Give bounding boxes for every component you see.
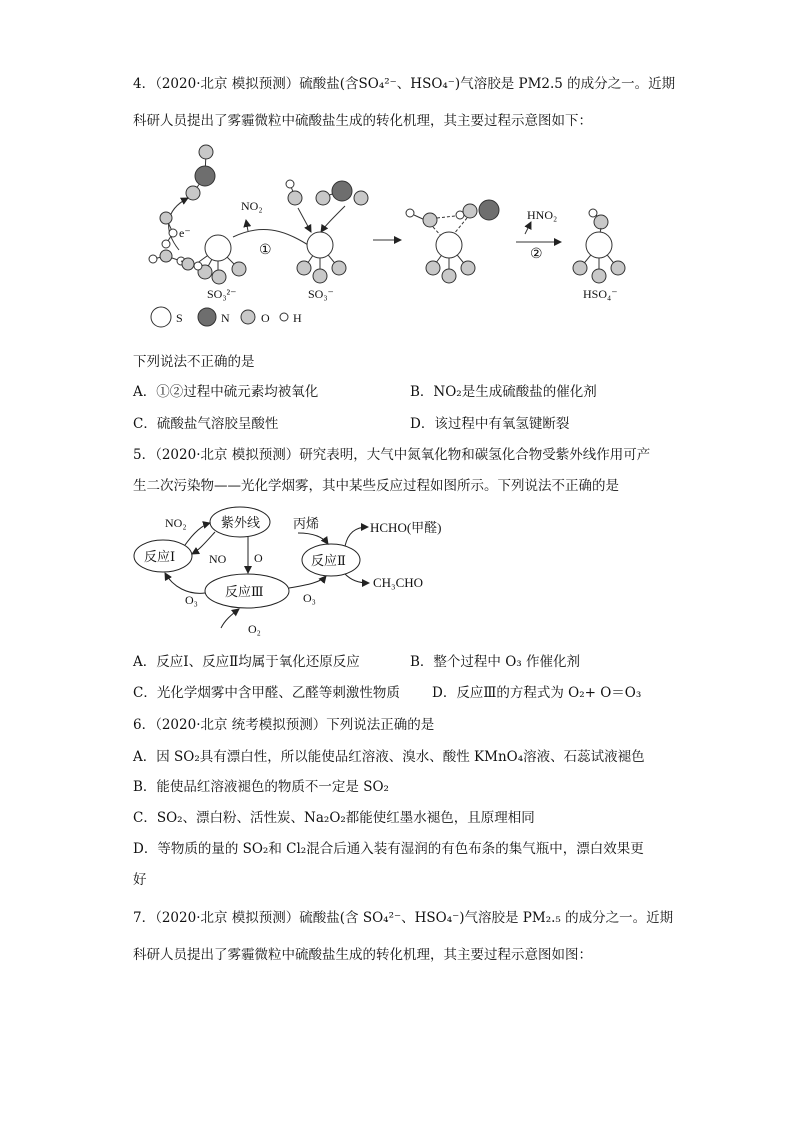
no-label: NO xyxy=(209,552,227,566)
n-atom xyxy=(332,181,352,201)
legend-s-label: S xyxy=(176,311,183,325)
q4-line1: 4．（2020·北京 模拟预测）硫酸盐(含SO₄²⁻、HSO₄⁻)气溶胶是 PM2.5 的成分之一。近期 xyxy=(133,76,676,92)
o-atom xyxy=(461,261,475,275)
so3-minus-label: SO₃⁻ xyxy=(308,287,334,301)
legend-o-label: O xyxy=(261,311,270,325)
o-atom xyxy=(160,212,172,224)
q4-stem: 下列说法不正确的是 xyxy=(133,354,255,370)
q6-option-c: C．SO₂、漂白粉、活性炭、Na₂O₂都能使红墨水褪色，且原理相同 xyxy=(133,810,535,826)
o-atom xyxy=(426,261,440,275)
o-atom xyxy=(463,204,477,218)
hno2-label: HNO₂ xyxy=(527,208,558,222)
no2-label: NO₂ xyxy=(165,516,187,530)
o-label: O xyxy=(254,551,263,565)
reaction-3-label: 反应Ⅲ xyxy=(225,584,264,599)
q6-line1: 6．（2020·北京 统考模拟预测）下列说法正确的是 xyxy=(133,717,435,733)
q4-mechanism-diagram xyxy=(133,140,653,335)
o-atom xyxy=(423,213,437,227)
o3-left-label: O₃ xyxy=(185,593,198,607)
o-atom xyxy=(442,269,456,283)
q6-option-d-line2: 好 xyxy=(133,872,147,888)
o2-label: O₂ xyxy=(248,622,261,636)
o-atom xyxy=(297,261,311,275)
o-atom xyxy=(212,270,226,284)
o-atom xyxy=(594,215,608,229)
n-atom xyxy=(479,200,499,220)
n-atom xyxy=(195,166,215,186)
s-atom xyxy=(205,235,231,261)
legend-n-label: N xyxy=(221,311,230,325)
h-atom xyxy=(589,209,597,217)
q4-option-a: A．①②过程中硫元素均被氧化 xyxy=(133,384,319,400)
q5-option-b: B．整个过程中 O₃ 作催化剂 xyxy=(410,654,580,670)
step1-label: ① xyxy=(259,243,272,258)
h-atom xyxy=(162,240,170,248)
q5-option-c: C．光化学烟雾中含甲醛、乙醛等刺激性物质 xyxy=(133,685,400,701)
legend-n-atom xyxy=(198,308,216,326)
reaction-2-label: 反应Ⅱ xyxy=(311,553,346,568)
o-atom xyxy=(160,250,172,262)
q6-option-b: B．能使品红溶液褪色的物质不一定是 SO₂ xyxy=(133,779,389,795)
q4-line2: 科研人员提出了雾霾微粒中硫酸盐生成的转化机理，其主要过程示意图如下： xyxy=(133,113,592,129)
q5-option-d: D．反应Ⅲ的方程式为 O₂+ O＝O₃ xyxy=(432,685,642,701)
legend-s-atom xyxy=(151,307,171,327)
o-atom xyxy=(232,262,246,276)
o-atom xyxy=(288,191,302,205)
o-atom xyxy=(316,191,330,205)
o-atom xyxy=(182,258,194,270)
s-atom xyxy=(307,232,333,258)
hso4-minus-label: HSO₄⁻ xyxy=(583,287,618,301)
h-atom xyxy=(406,209,414,217)
q7-line2: 科研人员提出了雾霾微粒中硫酸盐生成的转化机理，其主要过程示意图如图： xyxy=(133,947,592,963)
no2-label: NO₂ xyxy=(241,199,263,213)
legend-h-atom xyxy=(280,313,288,321)
q4-option-d: D．该过程中有氧氢键断裂 xyxy=(410,416,570,432)
propene-label: 丙烯 xyxy=(293,516,320,531)
q5-option-a: A．反应Ⅰ、反应Ⅱ均属于氧化还原反应 xyxy=(133,654,360,670)
s-atom xyxy=(436,232,462,258)
o-atom xyxy=(313,269,327,283)
h-atom xyxy=(149,255,157,263)
o-atom xyxy=(611,261,625,275)
q5-line1: 5．（2020·北京 模拟预测）研究表明，大气中氮氧化物和碳氢化合物受紫外线作用可产 xyxy=(133,447,651,463)
h-atom xyxy=(169,229,177,237)
q7-line1: 7．（2020·北京 模拟预测）硫酸盐(含 SO₄²⁻、HSO₄⁻)气溶胶是 PM₂.₅ 的成分之一。近期 xyxy=(133,910,674,926)
q4-option-b: B．NO₂是生成硫酸盐的催化剂 xyxy=(410,384,597,400)
s-atom xyxy=(586,232,612,258)
so3-2minus-label: SO₃²⁻ xyxy=(207,287,237,301)
legend-o-atom xyxy=(241,310,255,324)
electron-label: e⁻ xyxy=(179,226,191,240)
o-atom xyxy=(332,261,346,275)
o-atom xyxy=(354,191,368,205)
q6-option-d-line1: D．等物质的量的 SO₂和 Cl₂混合后通入装有湿润的有色布条的集气瓶中，漂白效果更 xyxy=(133,841,644,857)
o3-right-label: O₃ xyxy=(303,591,316,605)
o-atom xyxy=(592,269,606,283)
q4-option-c: C．硫酸盐气溶胶呈酸性 xyxy=(133,416,279,432)
h-atom xyxy=(194,262,202,270)
legend-h-label: H xyxy=(293,311,302,325)
ch3cho-label: CH₃CHO xyxy=(373,575,424,590)
o-atom xyxy=(573,261,587,275)
hcho-label: HCHO(甲醛) xyxy=(370,520,442,535)
q5-line2: 生二次污染物——光化学烟雾，其中某些反应过程如图所示。下列说法不正确的是 xyxy=(133,478,619,494)
reaction-1-label: 反应Ⅰ xyxy=(144,549,176,564)
step2-label: ② xyxy=(530,247,543,262)
q5-reaction-diagram xyxy=(133,505,453,640)
o-atom xyxy=(186,186,200,200)
q6-option-a: A．因 SO₂具有漂白性，所以能使品红溶液、溴水、酸性 KMnO₄溶液、石蕊试液褪色 xyxy=(133,749,645,765)
o-atom xyxy=(199,145,213,159)
uv-label: 紫外线 xyxy=(221,515,261,530)
h-atom xyxy=(286,180,294,188)
